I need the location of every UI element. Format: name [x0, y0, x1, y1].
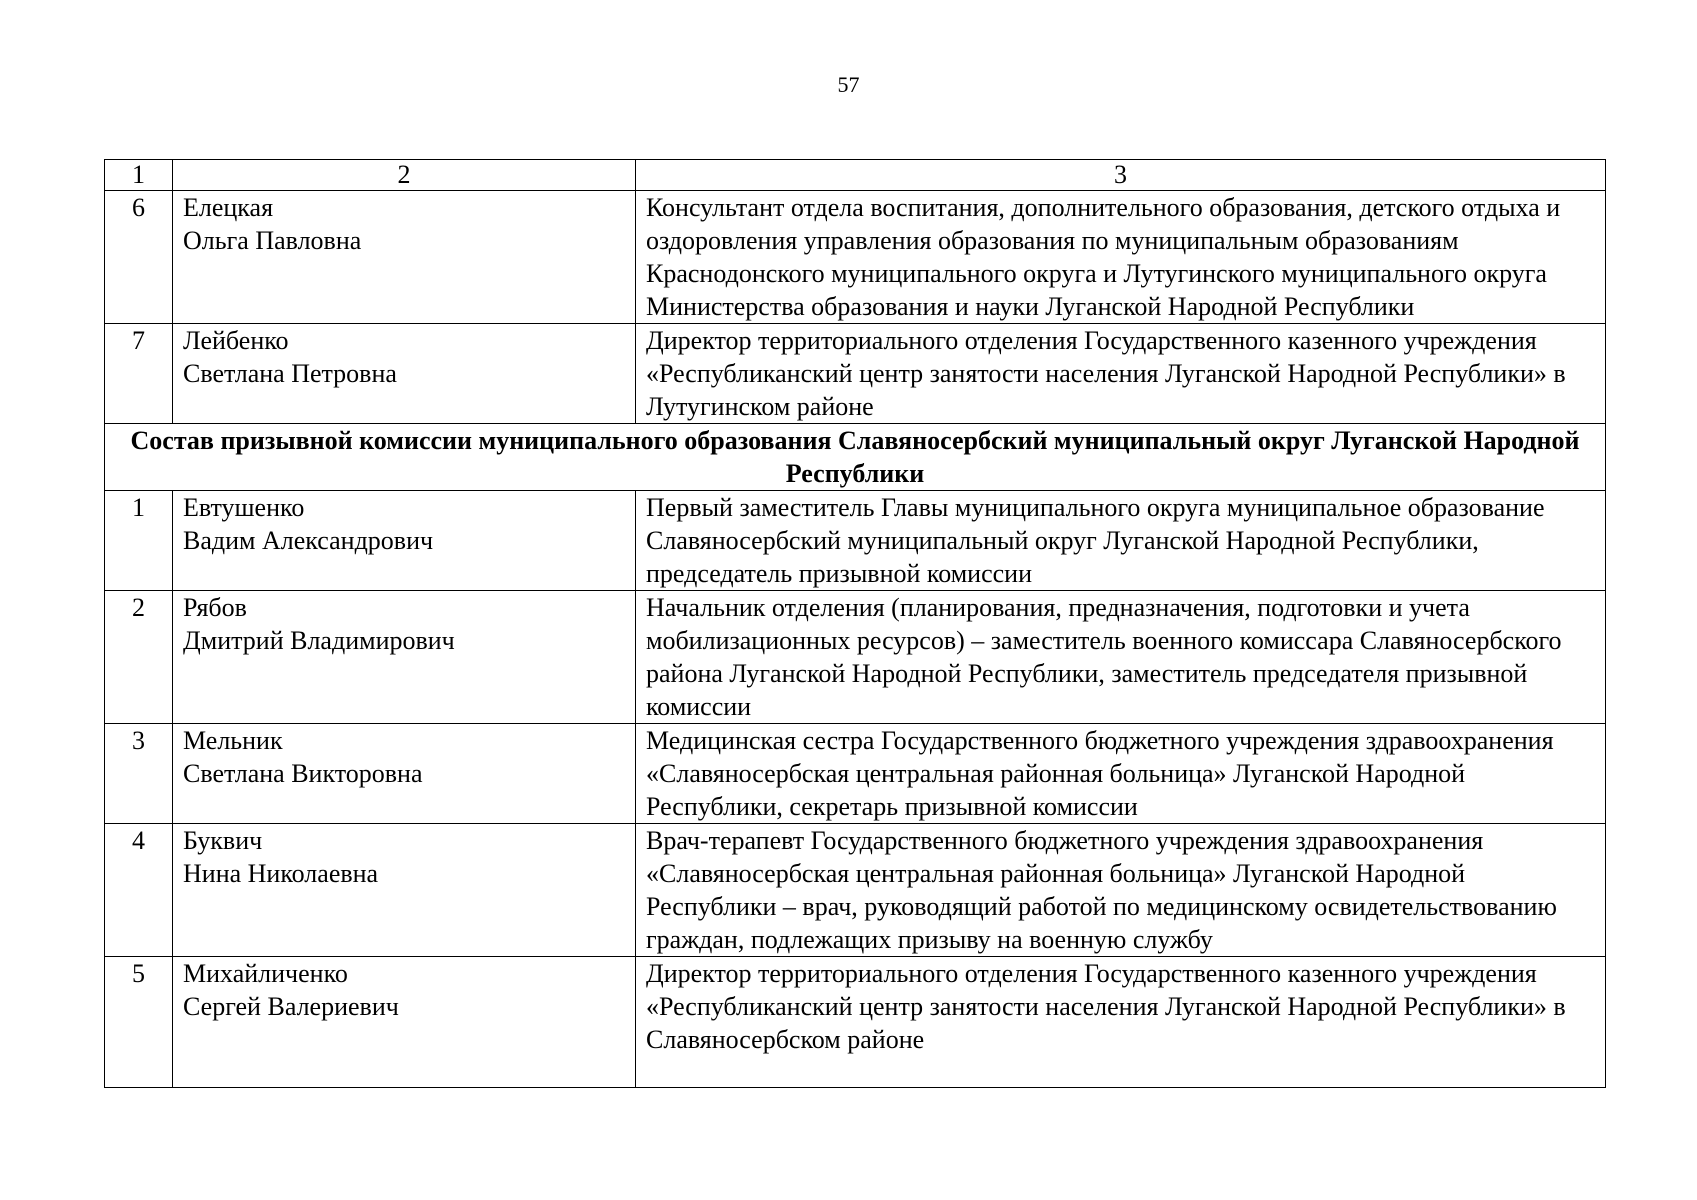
table-row	[105, 324, 1606, 424]
table-row	[105, 824, 1606, 957]
row-number: 7	[105, 324, 173, 424]
member-name: Лейбенко Светлана Петровна	[173, 324, 636, 424]
column-number-1: 1	[105, 160, 173, 191]
page-number: 57	[837, 72, 860, 97]
row-number: 5	[105, 957, 173, 1088]
section-row	[105, 424, 1606, 491]
row-number: 1	[105, 491, 173, 591]
table-row	[105, 957, 1606, 1088]
member-name: Евтушенко Вадим Александрович	[173, 491, 636, 591]
table-header-row	[105, 160, 1606, 191]
member-position: Директор территориального отделения Государственного казенного учреждения «Республиканский центр занятости населения Луганской Народной Республики» в Славяносербском районе	[636, 957, 1606, 1088]
table-row	[105, 724, 1606, 824]
member-name: Буквич Нина Николаевна	[173, 824, 636, 957]
table-row	[105, 491, 1606, 591]
member-position: Консультант отдела воспитания, дополнительного образования, детского отдыха и оздоровления управления образования по муниципальным образованиям Краснодонского муниципального округа и Лутугинского муниципального округа Министерства образования и науки Луганской Народной Республики	[636, 191, 1606, 324]
section-title: Состав призывной комиссии муниципального образования Славяносербский муниципальный округ Луганской Народной Республики	[105, 424, 1606, 491]
member-name: Елецкая Ольга Павловна	[173, 191, 636, 324]
member-name: Мельник Светлана Викторовна	[173, 724, 636, 824]
row-number: 4	[105, 824, 173, 957]
row-number: 3	[105, 724, 173, 824]
commission-table	[104, 159, 1606, 1088]
table-row	[105, 591, 1606, 724]
column-number-3: 3	[636, 160, 1606, 191]
member-name: Михайличенко Сергей Валериевич	[173, 957, 636, 1088]
row-number: 6	[105, 191, 173, 324]
row-number: 2	[105, 591, 173, 724]
member-position: Директор территориального отделения Государственного казенного учреждения «Республиканский центр занятости населения Луганской Народной Республики» в Лутугинском районе	[636, 324, 1606, 424]
member-position: Врач-терапевт Государственного бюджетного учреждения здравоохранения «Славяносербская центральная районная больница» Луганской Народной Республики – врач, руководящий работой по медицинскому освидетельствованию граждан, подлежащих призыву на военную службу	[636, 824, 1606, 957]
table-row	[105, 191, 1606, 324]
member-position: Медицинская сестра Государственного бюджетного учреждения здравоохранения «Славяносербская центральная районная больница» Луганской Народной Республики, секретарь призывной комиссии	[636, 724, 1606, 824]
member-name: Рябов Дмитрий Владимирович	[173, 591, 636, 724]
member-position: Начальник отделения (планирования, предназначения, подготовки и учета мобилизационных ресурсов) – заместитель военного комиссара Славяносербского района Луганской Народной Республики, заместитель председателя призывной комиссии	[636, 591, 1606, 724]
column-number-2: 2	[173, 160, 636, 191]
member-position: Первый заместитель Главы муниципального округа муниципальное образование Славяносербский муниципальный округ Луганской Народной Республики, председатель призывной комиссии	[636, 491, 1606, 591]
